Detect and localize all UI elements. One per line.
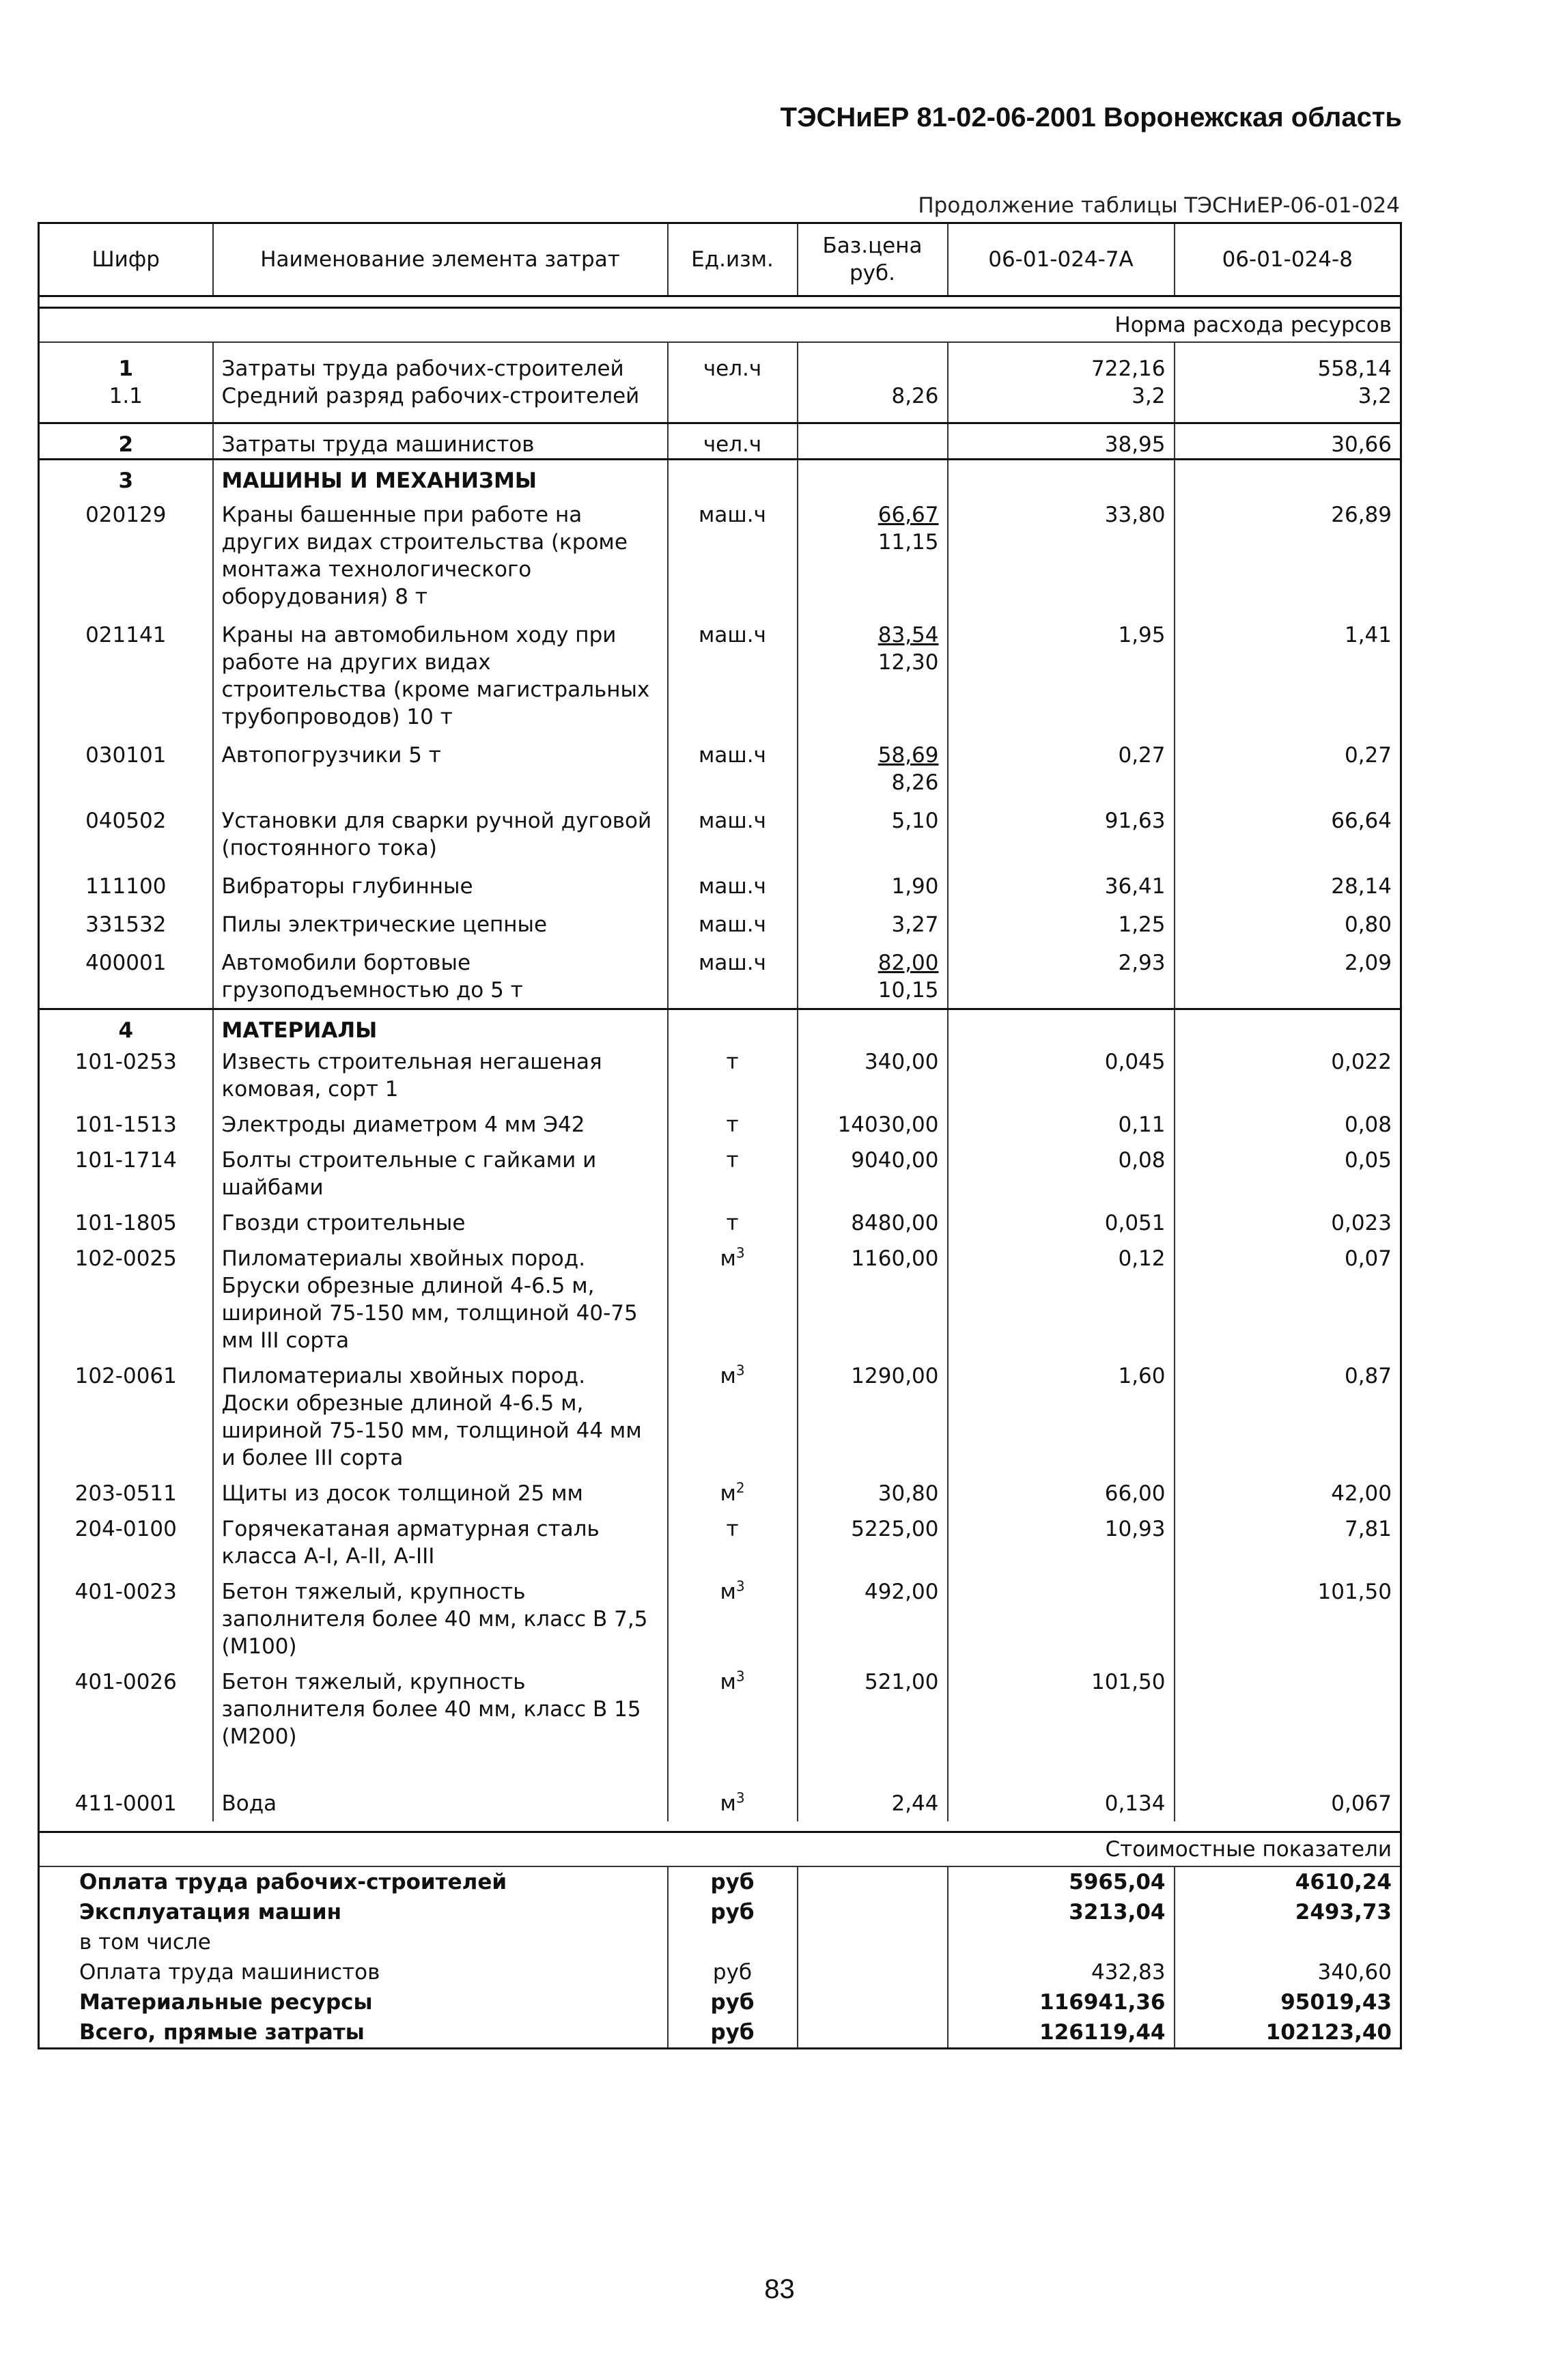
name-cell: Гвозди строительные [213, 1205, 668, 1241]
value-b-cell: 0,87 [1175, 1358, 1401, 1476]
price-cell: 521,00 [798, 1664, 948, 1786]
resource-table [38, 222, 1402, 2049]
material-row [39, 1574, 1401, 1664]
unit-cell: маш.ч [668, 615, 798, 735]
material-row [39, 1476, 1401, 1511]
value-b-cell: 28,14 [1175, 866, 1401, 904]
gap-cell [39, 410, 213, 423]
total-row [39, 1957, 1401, 1987]
value-a-cell: 0,11 [948, 1107, 1175, 1143]
value-a-cell: 2,93 [948, 942, 1175, 1009]
name-cell: Пиломатериалы хвойных пород. Доски обрезные длиной 4-6.5 м, шириной 75-150 мм, толщиной 44 мм и более III сорта [213, 1358, 668, 1476]
price-cell [798, 735, 948, 800]
name-cell: Щиты из досок толщиной 25 мм [213, 1476, 668, 1511]
price-main: 58,69 [877, 743, 939, 768]
name-cell: Средний разряд рабочих-строителей [213, 382, 668, 410]
code-cell: 331532 [39, 904, 213, 942]
total-unit: руб [668, 1866, 798, 1897]
unit-cell [668, 382, 798, 410]
cost-label: Стоимостные показатели [39, 1832, 1401, 1867]
value-b-cell: 0,023 [1175, 1205, 1401, 1241]
total-value-b: 2493,73 [1175, 1897, 1401, 1927]
price-main: 66,67 [877, 503, 939, 527]
header-col-a: 06-01-024-7А [948, 223, 1175, 296]
total-label: Оплата труда машинистов [39, 1957, 668, 1987]
value-b-cell: 0,07 [1175, 1241, 1401, 1358]
machine-row [39, 942, 1401, 1009]
empty-cell [798, 460, 948, 495]
price-cell [798, 494, 948, 615]
total-value-b: 95019,43 [1175, 1987, 1401, 2017]
machines-section-row [39, 460, 1401, 495]
price-cell: 340,00 [798, 1044, 948, 1107]
price-cell: 2,44 [798, 1786, 948, 1821]
continuation-label: Продолжение таблицы ТЭСНиЕР-06-01-024 [918, 193, 1400, 218]
total-unit: руб [668, 1957, 798, 1987]
empty-cell [668, 460, 798, 495]
name-cell: Краны башенные при работе на других видах строительства (кроме монтажа технологического оборудования) 8 т [213, 494, 668, 615]
unit-cell: $м^3$ [668, 1358, 798, 1476]
unit-cell: $м^3$ [668, 1241, 798, 1358]
price-cell [798, 423, 948, 460]
material-row [39, 1143, 1401, 1205]
price-cell: 1290,00 [798, 1358, 948, 1476]
code-cell: 203-0511 [39, 1476, 213, 1511]
header-unit: Ед.изм. [668, 223, 798, 296]
value-b-cell: 2,09 [1175, 942, 1401, 1009]
price-cell: 492,00 [798, 1574, 948, 1664]
unit-cell: $м^2$ [668, 1476, 798, 1511]
spacer-cell [1175, 1821, 1401, 1832]
price-cell: 14030,00 [798, 1107, 948, 1143]
value-a-cell: 0,27 [948, 735, 1175, 800]
price-cell: 1160,00 [798, 1241, 948, 1358]
spacer-cell [948, 1821, 1175, 1832]
machine-row [39, 866, 1401, 904]
code-cell: 101-0253 [39, 1044, 213, 1107]
spacer-row [39, 296, 1401, 308]
materials-section-code: 4 [39, 1009, 213, 1045]
price-main: 83,54 [877, 623, 939, 647]
value-a-cell: 10,93 [948, 1511, 1175, 1574]
spacer-cell [798, 296, 948, 308]
material-row [39, 1664, 1401, 1786]
total-unit: руб [668, 1897, 798, 1927]
gap-cell [1175, 410, 1401, 423]
code-cell: 2 [39, 423, 213, 460]
value-b-cell: 3,2 [1175, 382, 1401, 410]
code-cell: 101-1714 [39, 1143, 213, 1205]
price-cell [798, 800, 948, 866]
name-cell: Затраты труда рабочих-строителей [213, 342, 668, 382]
code-cell: 102-0061 [39, 1358, 213, 1476]
empty-cell [798, 1866, 948, 1897]
value-b-cell: 0,27 [1175, 735, 1401, 800]
price-cell [798, 942, 948, 1009]
value-a-cell: 0,08 [948, 1143, 1175, 1205]
spacer-cell [39, 1821, 213, 1832]
price-machinist: 10,15 [877, 978, 939, 1003]
value-b-cell: 42,00 [1175, 1476, 1401, 1511]
value-b-cell: 30,66 [1175, 423, 1401, 460]
material-row [39, 1107, 1401, 1143]
code-cell: 204-0100 [39, 1511, 213, 1574]
name-cell: Бетон тяжелый, крупность заполнителя более 40 мм, класс В 7,5 (М100) [213, 1574, 668, 1664]
total-row [39, 1927, 1401, 1957]
code-cell: 030101 [39, 735, 213, 800]
value-b-cell: 7,81 [1175, 1511, 1401, 1574]
total-unit: руб [668, 2017, 798, 2049]
price-main: 5,10 [891, 809, 939, 833]
code-cell: 102-0025 [39, 1241, 213, 1358]
machine-row [39, 735, 1401, 800]
code-cell: 401-0023 [39, 1574, 213, 1664]
name-cell: Болты строительные с гайками и шайбами [213, 1143, 668, 1205]
value-b-cell: 26,89 [1175, 494, 1401, 615]
price-main: 1,90 [891, 874, 939, 899]
value-b-cell [1175, 1664, 1401, 1786]
spacer-cell [948, 296, 1175, 308]
total-label: Всего, прямые затраты [39, 2017, 668, 2049]
document-title: ТЭСНиЕР 81-02-06-2001 Воронежская область [780, 102, 1402, 132]
value-b-cell: 0,067 [1175, 1786, 1401, 1821]
total-label: Оплата труда рабочих-строителей [39, 1866, 668, 1897]
spacer-cell [213, 1821, 668, 1832]
total-value-b: 102123,40 [1175, 2017, 1401, 2049]
header-code: Шифр [39, 223, 213, 296]
norms-label: Норма расхода ресурсов [39, 308, 1401, 343]
value-b-cell: 101,50 [1175, 1574, 1401, 1664]
name-cell: Автопогрузчики 5 т [213, 735, 668, 800]
cost-label-row [39, 1832, 1401, 1867]
unit-cell: маш.ч [668, 942, 798, 1009]
code-cell: 1 [39, 342, 213, 382]
name-cell: Автомобили бортовые грузоподъемностью до 5 т [213, 942, 668, 1009]
price-main: 82,00 [877, 951, 939, 975]
header-price: Баз.цена руб. [798, 223, 948, 296]
code-cell: 411-0001 [39, 1786, 213, 1821]
empty-cell [948, 1009, 1175, 1045]
unit-cell: т [668, 1511, 798, 1574]
value-a-cell: 1,95 [948, 615, 1175, 735]
material-row [39, 1241, 1401, 1358]
unit-cell: т [668, 1205, 798, 1241]
gap-cell [798, 410, 948, 423]
price-cell: 8,26 [798, 382, 948, 410]
header-col-b: 06-01-024-8 [1175, 223, 1401, 296]
value-a-cell: 33,80 [948, 494, 1175, 615]
empty-cell [668, 1009, 798, 1045]
name-cell: Бетон тяжелый, крупность заполнителя более 40 мм, класс В 15 (М200) [213, 1664, 668, 1786]
value-a-cell [948, 1574, 1175, 1664]
empty-cell [1175, 1009, 1401, 1045]
gap-cell [213, 410, 668, 423]
name-cell: Затраты труда машинистов [213, 423, 668, 460]
value-a-cell: 3,2 [948, 382, 1175, 410]
price-machinist: 11,15 [877, 530, 939, 555]
empty-cell [798, 1927, 948, 1957]
gap-row [39, 410, 1401, 423]
unit-cell: т [668, 1143, 798, 1205]
spacer-cell [668, 296, 798, 308]
unit-cell: маш.ч [668, 494, 798, 615]
unit-cell: $м^3$ [668, 1786, 798, 1821]
name-cell: Известь строительная негашеная комовая, сорт 1 [213, 1044, 668, 1107]
header-name: Наименование элемента затрат [213, 223, 668, 296]
unit-cell: чел.ч [668, 423, 798, 460]
code-cell: 020129 [39, 494, 213, 615]
spacer-row [39, 1821, 1401, 1832]
value-b-cell: 0,08 [1175, 1107, 1401, 1143]
value-a-cell: 0,134 [948, 1786, 1175, 1821]
code-cell: 021141 [39, 615, 213, 735]
name-cell: Горячекатаная арматурная сталь класса А-I, А-II, А-III [213, 1511, 668, 1574]
spacer-cell [798, 1821, 948, 1832]
total-value-a [948, 1927, 1175, 1957]
value-a-cell: 722,16 [948, 342, 1175, 382]
total-value-a: 5965,04 [948, 1866, 1175, 1897]
price-main: 3,27 [891, 912, 939, 937]
empty-cell [798, 1897, 948, 1927]
empty-cell [798, 2017, 948, 2049]
code-cell: 400001 [39, 942, 213, 1009]
name-cell: Пилы электрические цепные [213, 904, 668, 942]
value-a-cell: 1,60 [948, 1358, 1175, 1476]
price-cell [798, 342, 948, 382]
unit-cell: т [668, 1044, 798, 1107]
machines-section-code: 3 [39, 460, 213, 495]
total-value-a: 126119,44 [948, 2017, 1175, 2049]
price-cell: 9040,00 [798, 1143, 948, 1205]
empty-cell [798, 1009, 948, 1045]
unit-cell: $м^3$ [668, 1664, 798, 1786]
total-value-a: 3213,04 [948, 1897, 1175, 1927]
unit-cell: маш.ч [668, 735, 798, 800]
material-row [39, 1044, 1401, 1107]
name-cell: Установки для сварки ручной дуговой (постоянного тока) [213, 800, 668, 866]
unit-cell: $м^3$ [668, 1574, 798, 1664]
machine-row [39, 904, 1401, 942]
code-cell: 401-0026 [39, 1664, 213, 1786]
page-number: 83 [764, 2274, 795, 2304]
total-value-b: 4610,24 [1175, 1866, 1401, 1897]
total-label: в том числе [39, 1927, 668, 1957]
norms-label-row [39, 308, 1401, 343]
code-cell: 101-1805 [39, 1205, 213, 1241]
unit-cell: маш.ч [668, 904, 798, 942]
material-row [39, 1511, 1401, 1574]
price-machinist: 8,26 [891, 770, 939, 795]
value-a-cell: 0,051 [948, 1205, 1175, 1241]
total-value-b: 340,60 [1175, 1957, 1401, 1987]
value-a-cell: 101,50 [948, 1664, 1175, 1786]
total-unit [668, 1927, 798, 1957]
value-b-cell: 558,14 [1175, 342, 1401, 382]
gap-cell [668, 410, 798, 423]
spacer-cell [213, 296, 668, 308]
unit-cell: т [668, 1107, 798, 1143]
code-cell: 1.1 [39, 382, 213, 410]
spacer-cell [668, 1821, 798, 1832]
materials-section-row [39, 1009, 1401, 1045]
name-cell: Вибраторы глубинные [213, 866, 668, 904]
price-cell: 8480,00 [798, 1205, 948, 1241]
total-row [39, 1987, 1401, 2017]
gap-cell [948, 410, 1175, 423]
value-a-cell: 1,25 [948, 904, 1175, 942]
total-label: Эксплуатация машин [39, 1897, 668, 1927]
empty-cell [1175, 460, 1401, 495]
unit-cell: чел.ч [668, 342, 798, 382]
machine-row [39, 800, 1401, 866]
value-a-cell: 91,63 [948, 800, 1175, 866]
total-row [39, 1897, 1401, 1927]
name-cell: Электроды диаметром 4 мм Э42 [213, 1107, 668, 1143]
value-a-cell: 36,41 [948, 866, 1175, 904]
total-value-a: 432,83 [948, 1957, 1175, 1987]
spacer-cell [39, 296, 213, 308]
total-row [39, 1866, 1401, 1897]
name-cell: Краны на автомобильном ходу при работе на других видах строительства (кроме магистральных трубопроводов) 10 т [213, 615, 668, 735]
value-b-cell: 0,022 [1175, 1044, 1401, 1107]
machine-row [39, 615, 1401, 735]
labor-row [39, 342, 1401, 382]
machines-section-title: МАШИНЫ И МЕХАНИЗМЫ [213, 460, 668, 495]
value-a-cell: 0,045 [948, 1044, 1175, 1107]
price-cell [798, 615, 948, 735]
price-cell [798, 904, 948, 942]
code-cell: 111100 [39, 866, 213, 904]
materials-section-title: МАТЕРИАЛЫ [213, 1009, 668, 1045]
total-label: Материальные ресурсы [39, 1987, 668, 2017]
spacer-cell [1175, 296, 1401, 308]
unit-cell: маш.ч [668, 866, 798, 904]
table-header-row [39, 223, 1401, 296]
material-row [39, 1358, 1401, 1476]
code-cell: 040502 [39, 800, 213, 866]
labor-row [39, 382, 1401, 410]
machine-row [39, 494, 1401, 615]
material-row [39, 1205, 1401, 1241]
value-b-cell: 0,80 [1175, 904, 1401, 942]
empty-cell [798, 1957, 948, 1987]
total-row [39, 2017, 1401, 2049]
name-cell: Вода [213, 1786, 668, 1821]
value-b-cell: 0,05 [1175, 1143, 1401, 1205]
name-cell: Пиломатериалы хвойных пород. Бруски обрезные длиной 4-6.5 м, шириной 75-150 мм, толщиной 40-75 мм III сорта [213, 1241, 668, 1358]
total-value-a: 116941,36 [948, 1987, 1175, 2017]
price-cell [798, 866, 948, 904]
code-cell: 101-1513 [39, 1107, 213, 1143]
value-b-cell: 66,64 [1175, 800, 1401, 866]
value-a-cell: 66,00 [948, 1476, 1175, 1511]
labor-row [39, 423, 1401, 460]
empty-cell [798, 1987, 948, 2017]
unit-cell: маш.ч [668, 800, 798, 866]
material-row [39, 1786, 1401, 1821]
value-a-cell: 38,95 [948, 423, 1175, 460]
price-cell: 30,80 [798, 1476, 948, 1511]
value-a-cell: 0,12 [948, 1241, 1175, 1358]
value-b-cell: 1,41 [1175, 615, 1401, 735]
total-unit: руб [668, 1987, 798, 2017]
total-value-b [1175, 1927, 1401, 1957]
empty-cell [948, 460, 1175, 495]
price-cell: 5225,00 [798, 1511, 948, 1574]
price-machinist: 12,30 [877, 650, 939, 675]
